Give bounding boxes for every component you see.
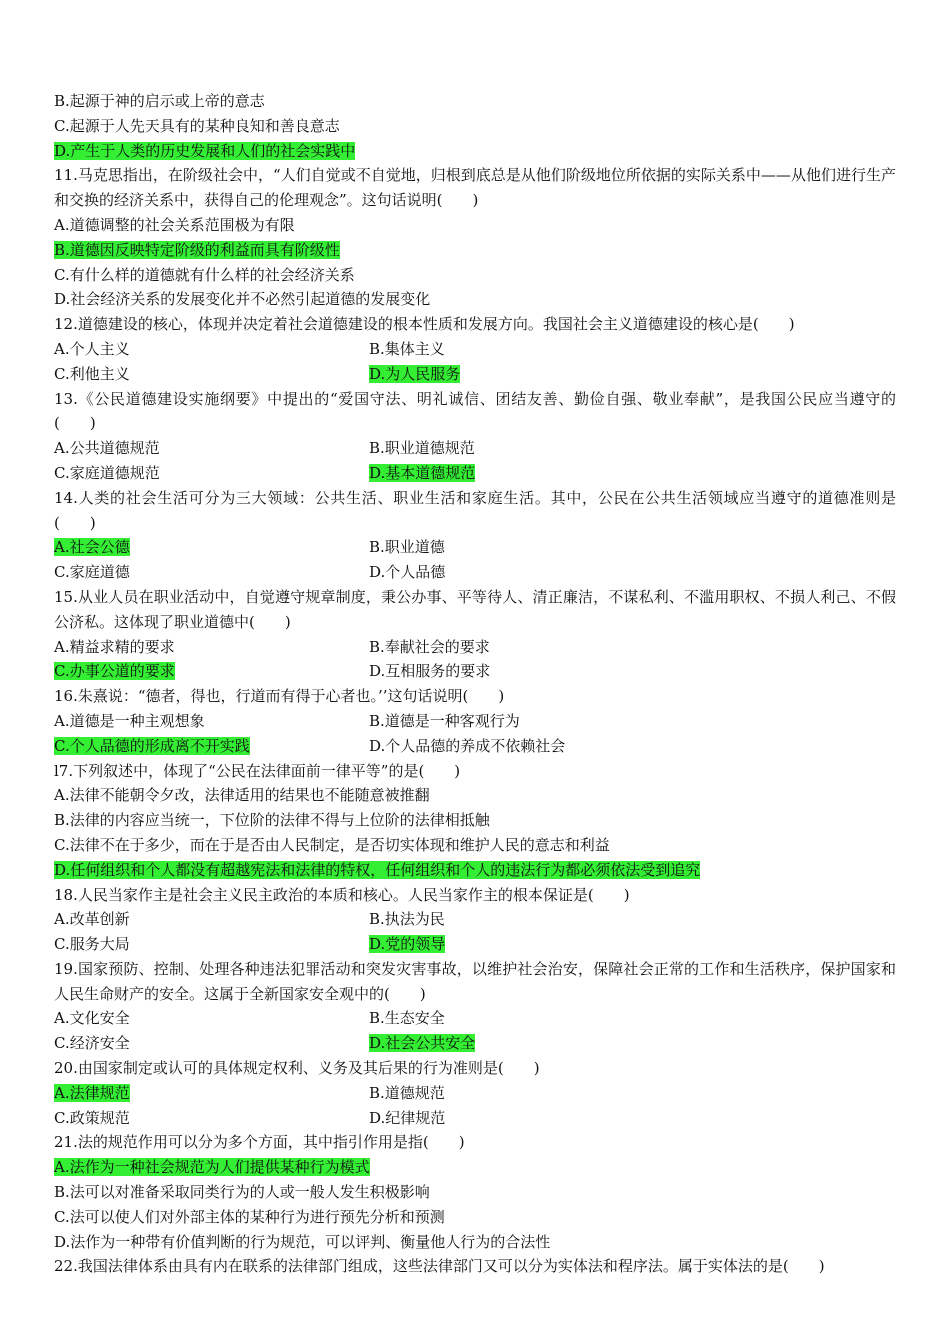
line-text: 15.从业人员在职业活动中，自觉遵守规章制度，秉公办事、平等待人、清正廉洁，不谋私利、不滥用职权、不损人利己、不假公济私。这体现了职业道德中( ) bbox=[54, 587, 896, 631]
option-column bbox=[54, 560, 369, 585]
line-text: B.法可以对准备采取同类行为的人或一般人发生积极影响 bbox=[54, 1183, 430, 1202]
text-line bbox=[54, 287, 896, 312]
option-column bbox=[369, 560, 684, 585]
text-line bbox=[54, 1056, 896, 1081]
option-row bbox=[54, 907, 896, 932]
option-column bbox=[369, 635, 684, 660]
option-text: B.奉献社会的要求 bbox=[369, 637, 490, 656]
option-column bbox=[54, 635, 369, 660]
option-row bbox=[54, 337, 896, 362]
text-line bbox=[54, 1155, 896, 1180]
option-column bbox=[54, 535, 369, 560]
option-column bbox=[54, 709, 369, 734]
option-row bbox=[54, 362, 896, 387]
line-text: 22.我国法律体系由具有内在联系的法律部门组成，这些法律部门又可以分为实体法和程序法。属于实体法的是( ) bbox=[54, 1257, 825, 1276]
option-column bbox=[54, 734, 369, 759]
option-column bbox=[369, 362, 684, 387]
option-column bbox=[369, 461, 684, 486]
option-text: B.生态安全 bbox=[369, 1009, 445, 1028]
option-row bbox=[54, 560, 896, 585]
text-line bbox=[54, 89, 896, 114]
text-line bbox=[54, 213, 896, 238]
option-row bbox=[54, 1031, 896, 1056]
option-column bbox=[369, 436, 684, 461]
option-column bbox=[369, 337, 684, 362]
option-column bbox=[54, 461, 369, 486]
option-text: C.服务大局 bbox=[54, 935, 130, 954]
line-text: 16.朱熹说：“德者，得也，行道而有得于心者也。’’这句话说明( ) bbox=[54, 687, 505, 706]
option-row bbox=[54, 1006, 896, 1031]
option-row bbox=[54, 932, 896, 957]
option-column bbox=[369, 1031, 684, 1056]
highlighted-answer: C.办事公道的要求 bbox=[54, 662, 175, 681]
option-row bbox=[54, 709, 896, 734]
option-text: D.个人品德的养成不依赖社会 bbox=[369, 736, 566, 755]
line-text: C.起源于人先天具有的某种良知和善良意志 bbox=[54, 116, 340, 135]
line-text: 20.由国家制定或认可的具体规定权利、义务及其后果的行为准则是( ) bbox=[54, 1059, 540, 1078]
highlighted-answer: A.法律规范 bbox=[54, 1083, 130, 1102]
option-row bbox=[54, 461, 896, 486]
line-text: C.有什么样的道德就有什么样的社会经济关系 bbox=[54, 265, 355, 284]
text-line bbox=[54, 114, 896, 139]
option-row bbox=[54, 535, 896, 560]
text-line bbox=[54, 1130, 896, 1155]
question-text bbox=[54, 486, 896, 536]
option-text: C.政策规范 bbox=[54, 1108, 130, 1127]
option-row bbox=[54, 1081, 896, 1106]
line-text: 14.人类的社会生活可分为三大领域：公共生活、职业生活和家庭生活。其中，公民在公共生活领域应当遵守的道德准则是( ) bbox=[54, 488, 896, 532]
text-line bbox=[54, 883, 896, 908]
option-row bbox=[54, 635, 896, 660]
option-column bbox=[54, 907, 369, 932]
option-column bbox=[369, 907, 684, 932]
text-line bbox=[54, 759, 896, 784]
text-line bbox=[54, 833, 896, 858]
option-column bbox=[369, 1081, 684, 1106]
text-line bbox=[54, 808, 896, 833]
question-text bbox=[54, 163, 896, 213]
highlighted-answer: D.任何组织和个人都没有超越宪法和法律的特权，任何组织和个人的违法行为都必须依法受到追究 bbox=[54, 860, 701, 879]
option-column bbox=[54, 659, 369, 684]
option-text: D.个人品德 bbox=[369, 563, 446, 582]
option-row bbox=[54, 1106, 896, 1131]
line-text: 11.马克思指出，在阶级社会中，“人们自觉或不自觉地，归根到底总是从他们阶级地位所依据的实际关系中——从他们进行生产和交换的经济关系中，获得自己的伦理观念”。这句话说明( ) bbox=[54, 166, 896, 210]
option-text: A.精益求精的要求 bbox=[54, 637, 175, 656]
text-line bbox=[54, 684, 896, 709]
line-text: 13.《公民道德建设实施纲要》中提出的“爱国守法、明礼诚信、团结友善、勤俭自强、敬业奉献”，是我国公民应当遵守的( ) bbox=[54, 389, 896, 433]
option-column bbox=[54, 1081, 369, 1106]
option-column bbox=[54, 436, 369, 461]
question-text bbox=[54, 957, 896, 1007]
option-column bbox=[54, 1031, 369, 1056]
highlighted-answer: A.法作为一种社会规范为人们提供某种行为模式 bbox=[54, 1158, 370, 1177]
highlighted-answer: D.产生于人类的历史发展和人们的社会实践中 bbox=[54, 141, 356, 160]
option-text: A.改革创新 bbox=[54, 910, 130, 929]
option-text: B.道德是一种客观行为 bbox=[369, 711, 520, 730]
line-text: 12.道德建设的核心，体现并决定着社会道德建设的根本性质和发展方向。我国社会主义道德建设的核心是( ) bbox=[54, 315, 795, 334]
text-line bbox=[54, 858, 896, 883]
option-column bbox=[369, 535, 684, 560]
line-text: 21.法的规范作用可以分为多个方面，其中指引作用是指( ) bbox=[54, 1133, 465, 1152]
option-row bbox=[54, 436, 896, 461]
option-column bbox=[54, 337, 369, 362]
question-text bbox=[54, 387, 896, 437]
option-text: A.文化安全 bbox=[54, 1009, 130, 1028]
option-column bbox=[54, 1006, 369, 1031]
option-text: B.集体主义 bbox=[369, 339, 445, 358]
question-text bbox=[54, 312, 896, 337]
text-line bbox=[54, 263, 896, 288]
line-text: C.法律不在于多少，而在于是否由人民制定，是否切实体现和维护人民的意志和利益 bbox=[54, 835, 610, 854]
line-text: 18.人民当家作主是社会主义民主政治的本质和核心。人民当家作主的根本保证是( ) bbox=[54, 885, 630, 904]
text-line bbox=[54, 783, 896, 808]
text-line bbox=[54, 1180, 896, 1205]
highlighted-answer: A.社会公德 bbox=[54, 538, 130, 557]
highlighted-answer: D.社会公共安全 bbox=[369, 1034, 476, 1053]
option-column bbox=[369, 709, 684, 734]
option-text: C.家庭道德规范 bbox=[54, 463, 160, 482]
option-column bbox=[54, 1106, 369, 1131]
option-column bbox=[54, 932, 369, 957]
line-text: A.法律不能朝令夕改，法律适用的结果也不能随意被推翻 bbox=[54, 786, 430, 805]
option-text: B.职业道德规范 bbox=[369, 439, 475, 458]
option-column bbox=[369, 1006, 684, 1031]
option-column bbox=[369, 932, 684, 957]
line-text: A.道德调整的社会关系范围极为有限 bbox=[54, 215, 295, 234]
option-text: D.互相服务的要求 bbox=[369, 662, 491, 681]
text-line bbox=[54, 238, 896, 263]
line-text: B.法律的内容应当统一，下位阶的法律不得与上位阶的法律相抵触 bbox=[54, 811, 490, 830]
highlighted-answer: C.个人品德的形成离不开实践 bbox=[54, 736, 250, 755]
option-row bbox=[54, 734, 896, 759]
option-column bbox=[54, 362, 369, 387]
text-line bbox=[54, 1205, 896, 1230]
option-text: D.纪律规范 bbox=[369, 1108, 446, 1127]
text-line bbox=[54, 1230, 896, 1255]
question-text bbox=[54, 585, 896, 635]
line-text: D.法作为一种带有价值判断的行为规范，可以评判、衡量他人行为的合法性 bbox=[54, 1232, 551, 1251]
option-row bbox=[54, 659, 896, 684]
highlighted-answer: D.党的领导 bbox=[369, 935, 446, 954]
line-text: l7.下列叙述中，体现了“公民在法律面前一律平等”的是( ) bbox=[54, 761, 461, 780]
highlighted-answer: D.基本道德规范 bbox=[369, 463, 476, 482]
option-text: A.公共道德规范 bbox=[54, 439, 160, 458]
option-column bbox=[369, 734, 684, 759]
option-column bbox=[369, 1106, 684, 1131]
line-text: B.起源于神的启示或上帝的意志 bbox=[54, 92, 265, 110]
option-text: C.家庭道德 bbox=[54, 563, 130, 582]
text-line bbox=[54, 139, 896, 164]
option-text: C.经济安全 bbox=[54, 1034, 130, 1053]
option-column bbox=[369, 659, 684, 684]
line-text: C.法可以使人们对外部主体的某种行为进行预先分析和预测 bbox=[54, 1207, 445, 1226]
highlighted-answer: B.道德因反映特定阶级的利益而具有阶级性 bbox=[54, 240, 340, 259]
option-text: B.职业道德 bbox=[369, 538, 445, 557]
option-text: C.利他主义 bbox=[54, 364, 130, 383]
option-text: A.道德是一种主观想象 bbox=[54, 711, 205, 730]
highlighted-answer: D.为人民服务 bbox=[369, 364, 461, 383]
text-line bbox=[54, 1254, 896, 1279]
option-text: B.道德规范 bbox=[369, 1083, 445, 1102]
line-text: 19.国家预防、控制、处理各种违法犯罪活动和突发灾害事故，以维护社会治安，保障社会正常的工作和生活秩序，保护国家和人民生命财产的安全。这属于全新国家安全观中的( ) bbox=[54, 959, 896, 1003]
document-body bbox=[54, 89, 896, 1279]
line-text: D.社会经济关系的发展变化并不必然引起道德的发展变化 bbox=[54, 290, 431, 309]
option-text: A.个人主义 bbox=[54, 339, 130, 358]
option-text: B.执法为民 bbox=[369, 910, 445, 929]
